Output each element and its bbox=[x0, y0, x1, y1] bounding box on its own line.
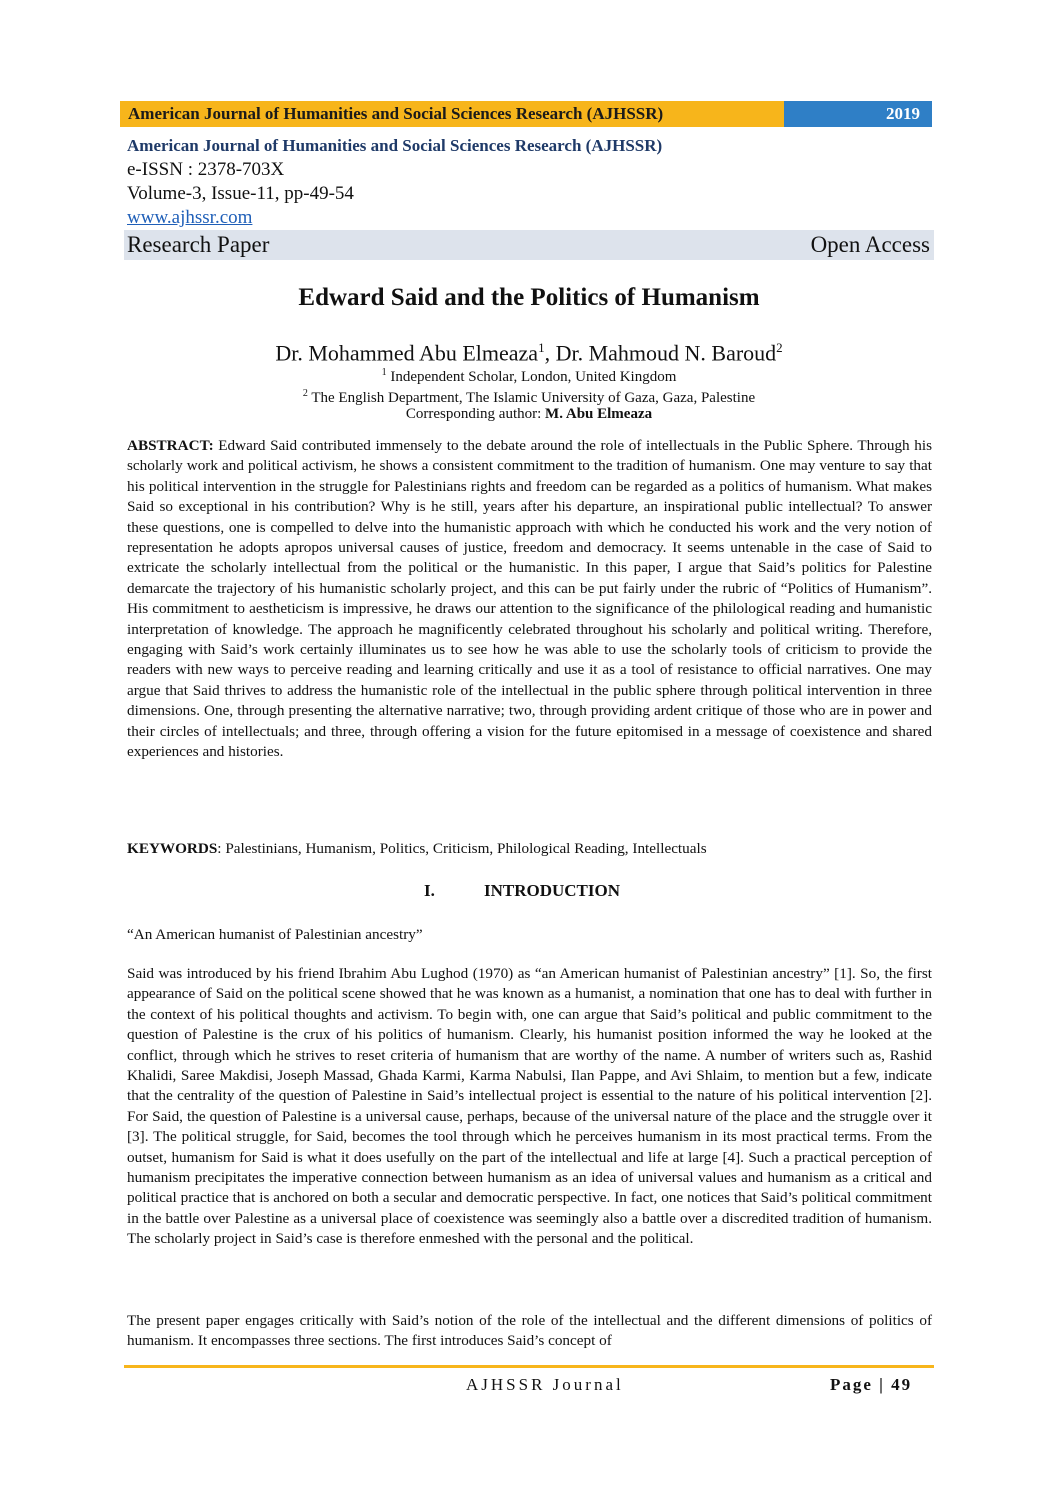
paper-title: Edward Said and the Politics of Humanism bbox=[298, 284, 760, 311]
corresponding-author-label: Corresponding author: bbox=[405, 406, 546, 422]
journal-eissn: e-ISSN : 2378-703X bbox=[127, 159, 285, 180]
footer-page-number: Page | 49 bbox=[830, 1375, 913, 1394]
affiliation-2-text: The English Department, The Islamic University of Gaza, Gaza, Palestine bbox=[307, 390, 756, 406]
paper-type-band bbox=[124, 230, 934, 260]
keywords-text: : Palestinians, Humanism, Politics, Criticism, Philological Reading, Intellectuals bbox=[217, 840, 707, 857]
author-1-affiliation-mark: 1 bbox=[538, 340, 545, 355]
affiliation-1-mark: 1 bbox=[381, 367, 387, 378]
journal-info-block bbox=[127, 134, 933, 229]
journal-name: American Journal of Humanities and Social Sciences Research (AJHSSR) bbox=[127, 136, 663, 155]
paper-type-label: Research Paper bbox=[127, 232, 270, 257]
running-header-journal: American Journal of Humanities and Social Sciences Research (AJHSSR) bbox=[120, 101, 784, 127]
epigraph: “An American humanist of Palestinian ancestry” bbox=[127, 926, 423, 943]
author-separator: , bbox=[544, 340, 556, 366]
section-number: I. bbox=[424, 881, 435, 900]
running-header-year: 2019 bbox=[784, 101, 932, 127]
abstract-text: Edward Said contributed immensely to the debate around the role of intellectuals in the Public Sphere. Through his scholarly work and political activism, he shows a consistent commitment to the tradition of humanism. One may venture to say that his political intervention in the struggle for Palestinians rights and freedom can be regarded as a politics of humanism. What makes Said so exceptional in his contribution? Why is he still, years after his departure, an inspirational public intellectual? To answer these questions, one is compelled to delve into the humanistic approach with which he conducted his work and the very notion of representation he adopts apropos universal causes of justice, freedom and democracy. It seems untenable in the case of Said to extricate the scholarly intellectual from the political or the humanistic. In this paper, I argue that Said’s politics for Palestine demarcate the trajectory of his humanistic scholarly project, and this can be put fairly under the rubric of “Politics of Humanism”. His commitment to aestheticism is impressive, he draws our attention to the significance of the philological reading and humanistic interpretation of knowledge. The approach he magnificently celebrated throughout his scholarly and political writing. Therefore, engaging with Said’s work certainly illuminates us to see how he was able to use the scholarly tools of criticism to provide the readers with new ways to perceive reading and learning critically and use it as a tool of resistance to official narratives. One may argue that Said thrives to address the humanistic role of the intellectual in the public sphere through political intervention in three dimensions. One, through presenting the alternative narrative; two, through providing ardent critique of those who are in power and their circles of intellectuals; and three, through offering a vision for the future epitomised in a message of coexistence and shared experiences and histories. bbox=[127, 437, 932, 761]
journal-volume: Volume-3, Issue-11, pp-49-54 bbox=[127, 183, 354, 204]
footer-journal: AJHSSR Journal bbox=[466, 1375, 624, 1394]
footer-rule bbox=[124, 1365, 934, 1368]
author-2: Dr. Mahmoud N. Baroud bbox=[555, 340, 777, 366]
keywords-label: KEYWORDS bbox=[127, 840, 218, 857]
journal-website-link[interactable]: www.ajhssr.com bbox=[127, 207, 253, 228]
affiliation-2-mark: 2 bbox=[302, 388, 308, 399]
abstract-paragraph bbox=[127, 436, 932, 763]
author-2-affiliation-mark: 2 bbox=[776, 340, 783, 355]
corresponding-author-name: M. Abu Elmeaza bbox=[545, 406, 653, 422]
keywords-paragraph bbox=[127, 839, 932, 859]
section-title: INTRODUCTION bbox=[484, 881, 621, 900]
body-paragraph-2: The present paper engages critically with Said’s notion of the role of the intellectual and the different dimensions of politics of humanism. It encompasses three sections. The first introduces Said’s concept of bbox=[127, 1312, 932, 1350]
body-paragraph-1: Said was introduced by his friend Ibrahim Abu Lughod (1970) as “an American humanist of Palestinian ancestry” [1]. So, the first appearance of Said on the political scene showed that he was known as a humanist, a nomination that one has to deal with further in the context of his political thoughts and activism. To begin with, one can argue that Said’s political and public commitment to the question of Palestine is the crux of his politics of humanism. Clearly, his humanist position informed the way he looked at the conflict, through which he strives to reset criteria of humanism that are worthy of the name. A number of writers such as, Rashid Khalidi, Saree Makdisi, Joseph Massad, Ghada Karmi, Karma Nabulsi, Ilan Pappe, and Avi Shlaim, to mention but a few, indicate that the centrality of the question of Palestine in Said’s intellectual project is essential to the nature of his political intervention [2]. For Said, the question of Palestine is a universal cause, perhaps, because of the universal nature of the place and the struggle over it [3]. The political struggle, for Said, becomes the tool through which he perceives humanism in its most practical terms. From the outset, humanism for Said is what it does usefully on the part of the intellectual and life at large [4]. Such a practical perception of humanism precipitates the imperative connection between humanism as an idea of universal values and humanism as a critical and political practice that is anchored on both a secular and democratic perspective. In fact, one notices that Said’s political commitment in the battle over Palestine as a universal place of coexistence was seemingly also a battle over a discredited tradition of humanism. The scholarly project in Said’s case is therefore enmeshed with the personal and the political. bbox=[127, 965, 932, 1248]
affiliation-1-text: Independent Scholar, London, United Kingdom bbox=[386, 369, 677, 385]
author-1: Dr. Mohammed Abu Elmeaza bbox=[275, 340, 539, 366]
running-header bbox=[120, 101, 932, 127]
open-access-label: Open Access bbox=[810, 232, 930, 257]
abstract-label: ABSTRACT: bbox=[127, 437, 214, 454]
corresponding-author bbox=[0, 404, 1058, 424]
